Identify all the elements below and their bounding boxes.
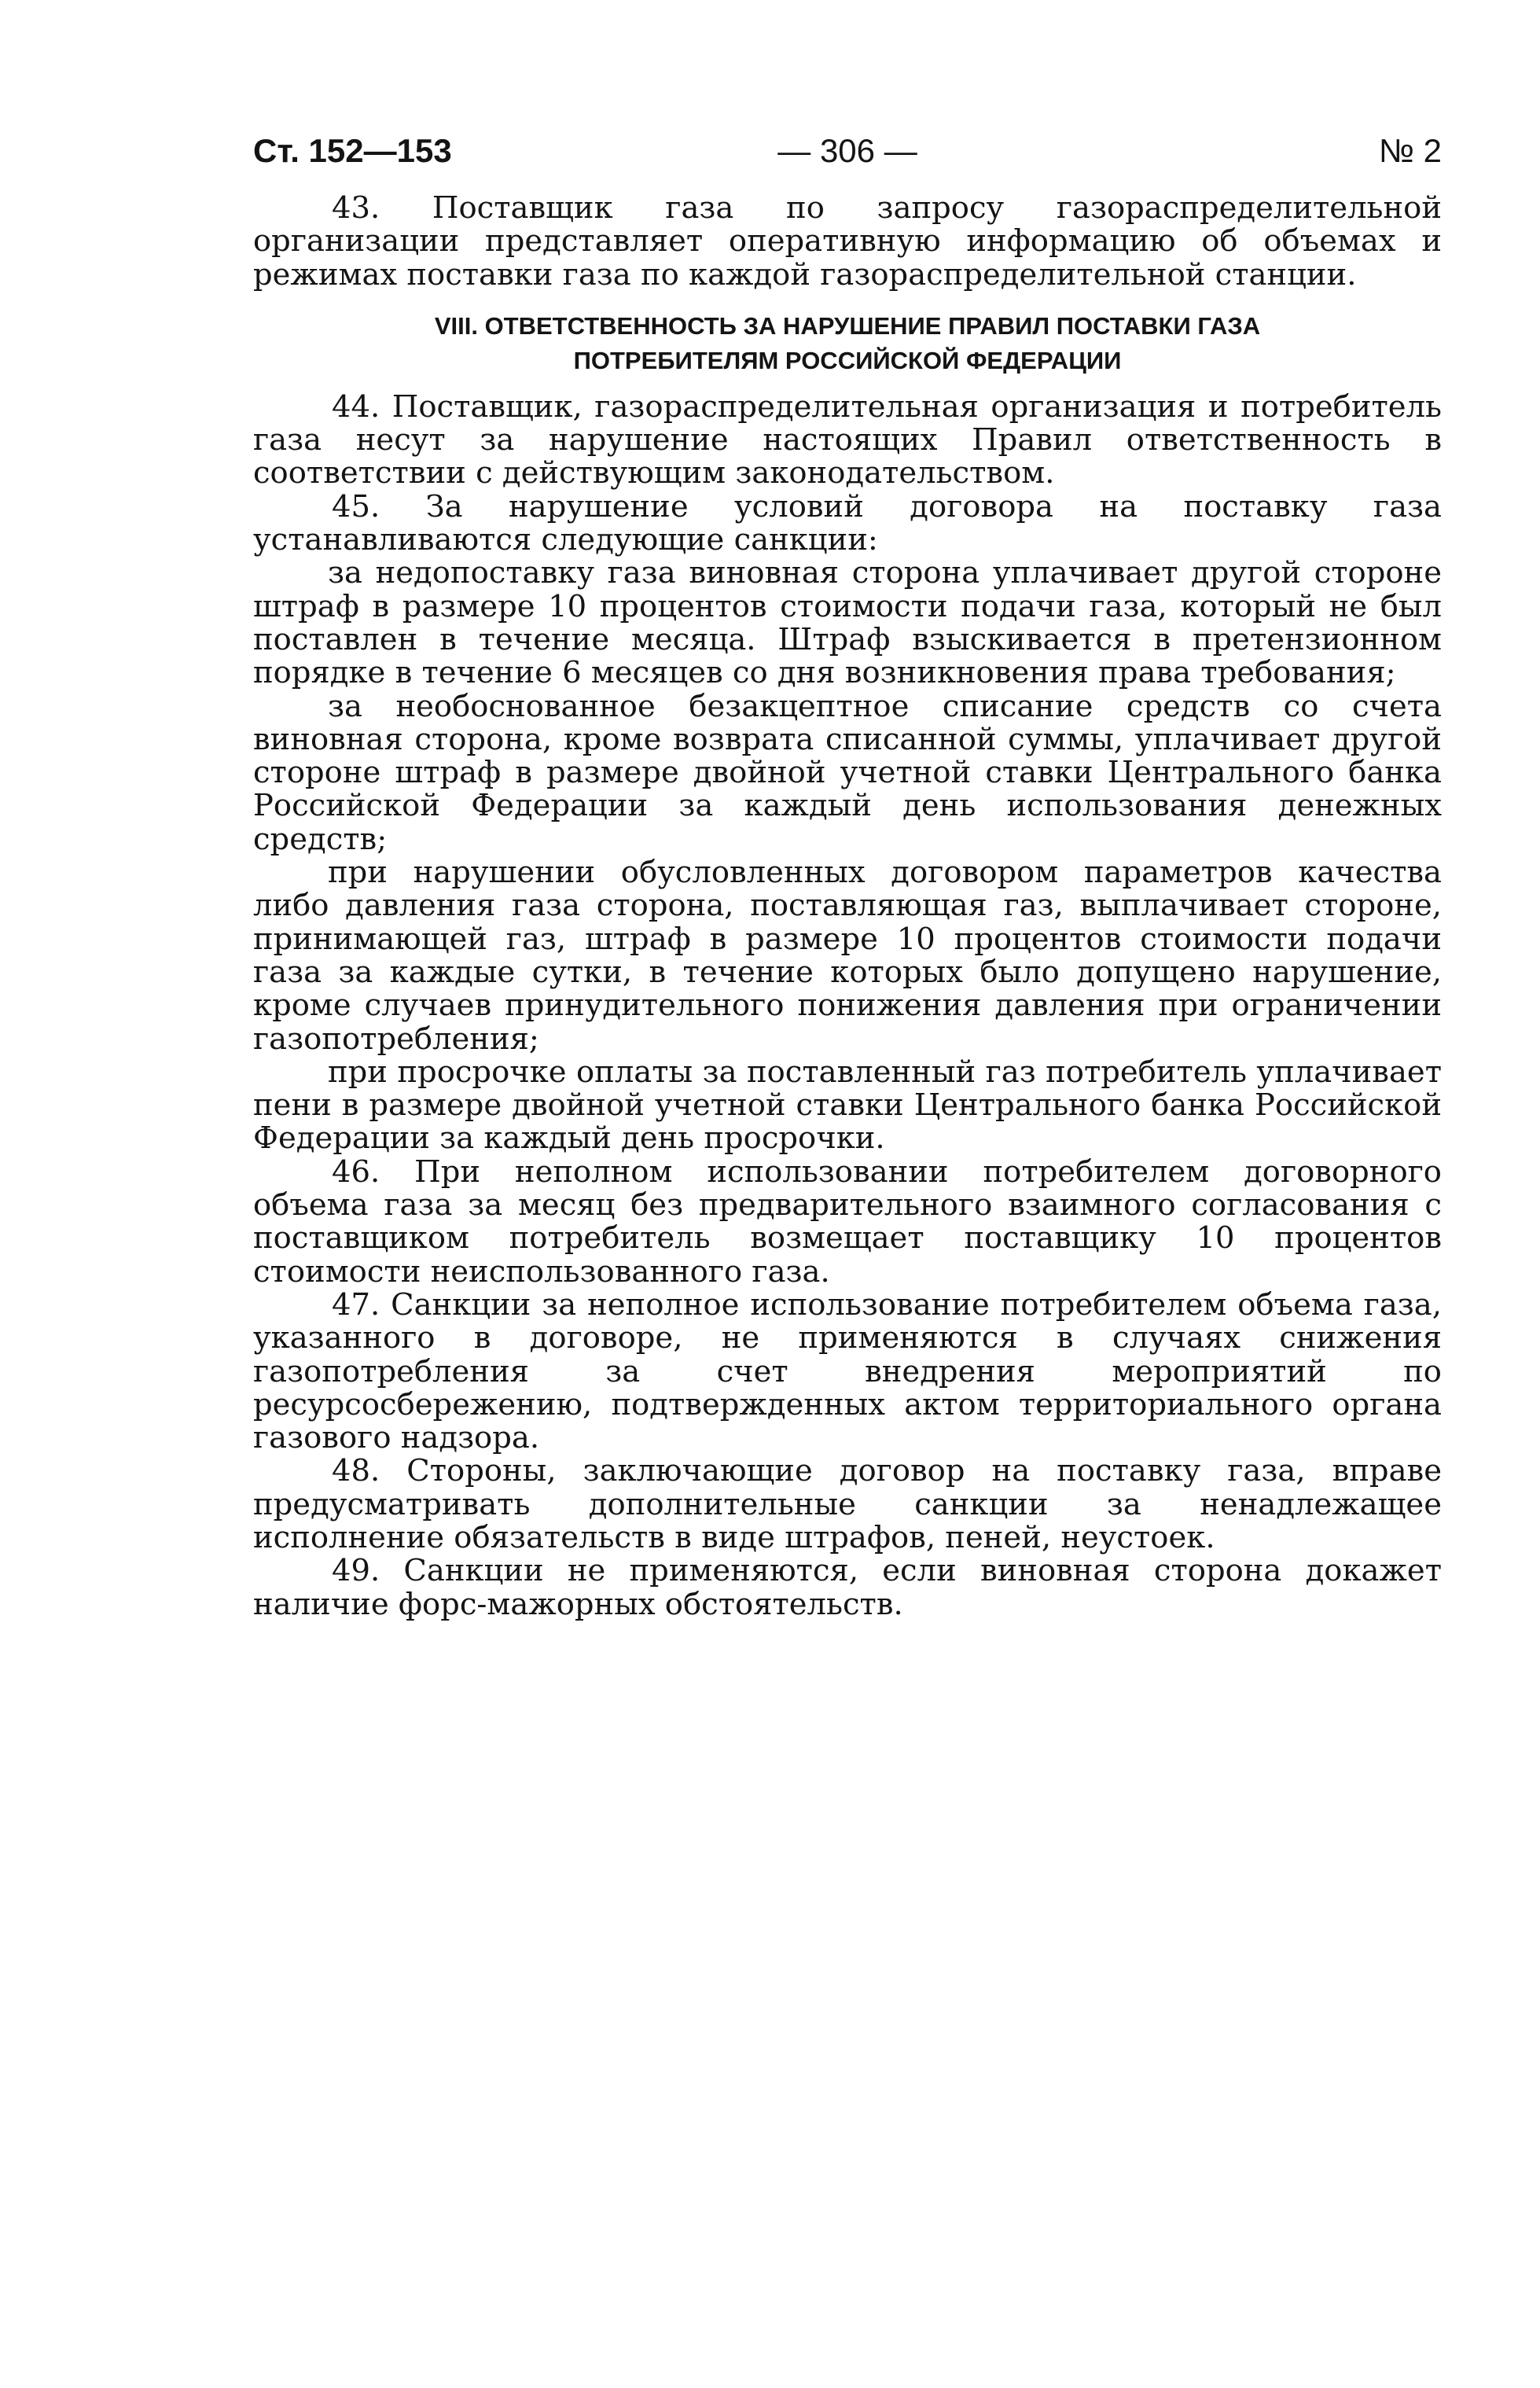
section-heading-line-1: VIII. ОТВЕТСТВЕННОСТЬ ЗА НАРУШЕНИЕ ПРАВИЛ ПОСТАВКИ ГАЗА <box>434 311 1261 340</box>
paragraph-47: 47. Санкции за неполное использование потребителем объема газа, указанного в договоре, не применяются в случаях снижения газопотребления за счет внедрения мероприятий по ресурсосбережению, подтвержденных актом территориального органа газового надзора. <box>253 1286 1442 1456</box>
paragraph-45: 45. За нарушение условий договора на поставку газа устанавливаются следующие санкции: <box>253 488 1442 558</box>
sanction-quality-pressure: при нарушении обусловленных договором параметров качества либо давления газа сторона, поставляющая газ, выплачивает стороне, принимающей газ, штраф в размере 10 процентов стоимости подачи газа за каждые сутки, в течение которых было допущено нарушение, кроме случаев принудительного понижения давления при ограничении газопотребления; <box>253 855 1442 1057</box>
sanction-unaccepted-debit: за необоснованное безакцептное списание средств со счета виновная сторона, кроме возврата списанной суммы, уплачивает другой стороне штраф в размере двойной учетной ставки Центрального банка Российской Федерации за каждый день использования денежных средств; <box>253 688 1442 857</box>
paragraph-44: 44. Поставщик, газораспределительная организация и потребитель газа несут за нарушение настоящих Правил ответственность в соответствии с действующим законодательством. <box>253 388 1442 491</box>
page-header <box>253 129 1442 173</box>
section-heading <box>253 309 1442 378</box>
document-body <box>253 192 1442 1621</box>
paragraph-46: 46. При неполном использовании потребителем договорного объема газа за месяц без предварительного взаимного согласования с поставщиком потребитель возмещает поставщику 10 процентов стоимости неиспользованного газа. <box>253 1154 1442 1290</box>
sanction-undersupply: за недопоставку газа виновная сторона уплачивает другой стороне штраф в размере 10 процентов стоимости подачи газа, который не был поставлен в течение месяца. Штраф взыскивается в претензионном порядке в течение 6 месяцев со дня возникновения права требования; <box>253 555 1442 691</box>
issue-number: № 2 <box>1378 132 1442 169</box>
sanction-late-payment: при просрочке оплаты за поставленный газ потребитель уплачивает пени в размере двойной учетной ставки Центрального банка Российской Федерации за каждый день просрочки. <box>253 1054 1442 1157</box>
section-heading-line-2: ПОТРЕБИТЕЛЯМ РОССИЙСКОЙ ФЕДЕРАЦИИ <box>573 346 1122 374</box>
paragraph-43: 43. Поставщик газа по запросу газораспределительной организации представляет оперативную информацию об объемах и режимах поставки газа по каждой газораспределительной станции. <box>253 190 1442 293</box>
paragraph-48: 48. Стороны, заключающие договор на поставку газа, вправе предусматривать дополнительные санкции за ненадлежащее исполнение обязательств в виде штрафов, пеней, неустоек. <box>253 1453 1442 1555</box>
page-number: — 306 — <box>777 132 917 169</box>
article-range: Ст. 152—153 <box>253 132 452 169</box>
paragraph-49: 49. Санкции не применяются, если виновная сторона докажет наличие форс-мажорных обстоятельств. <box>253 1553 1442 1622</box>
